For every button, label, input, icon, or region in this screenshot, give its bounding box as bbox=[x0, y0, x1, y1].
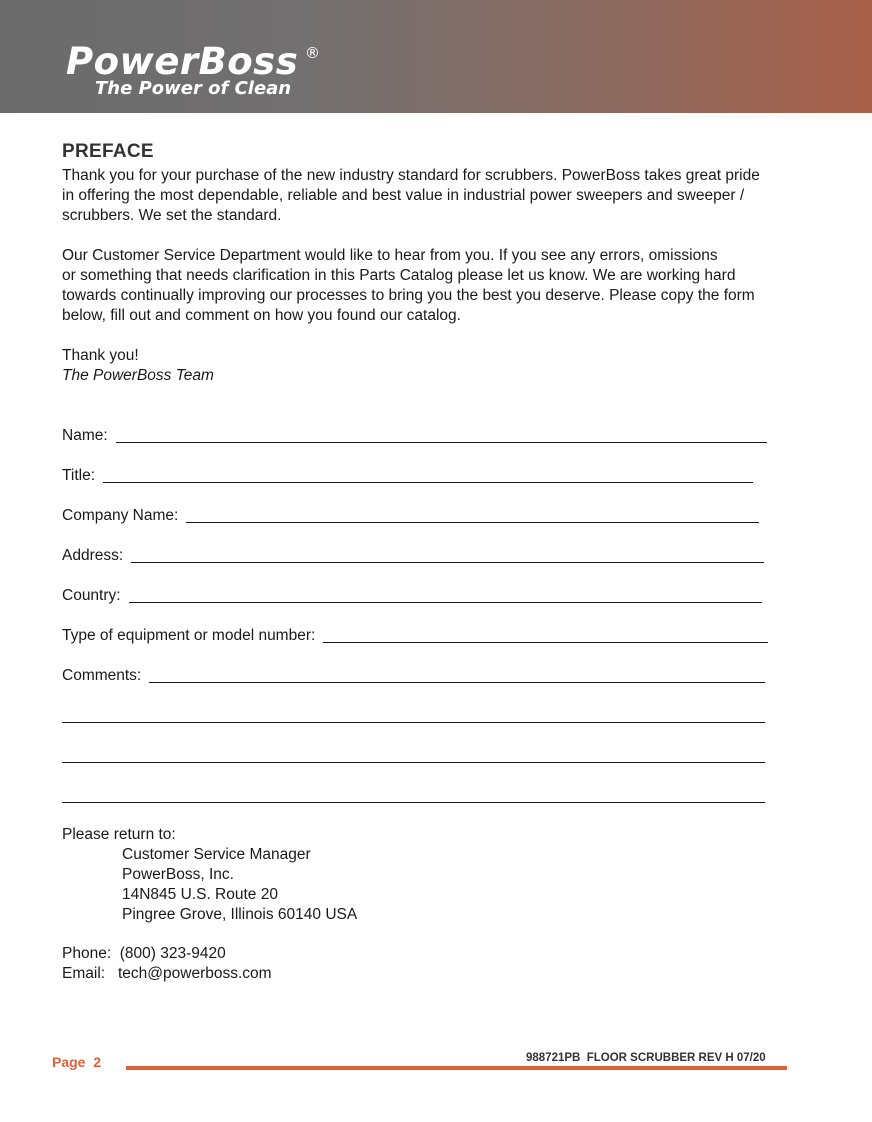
closing-block bbox=[62, 346, 214, 386]
address-input-line[interactable] bbox=[131, 562, 764, 563]
page-header-banner bbox=[0, 0, 872, 113]
name-label: Name: bbox=[62, 427, 108, 444]
text-line: scrubbers. We set the standard. bbox=[62, 207, 282, 224]
company-name-label: Company Name: bbox=[62, 507, 179, 524]
thank-you-text: Thank you! bbox=[62, 347, 139, 364]
company-name-input-line[interactable] bbox=[186, 522, 759, 523]
phone-text: Phone: (800) 323-9420 bbox=[62, 945, 226, 962]
equipment-field[interactable] bbox=[62, 624, 768, 646]
page-number: Page 2 bbox=[52, 1054, 102, 1070]
powerboss-logo: PowerBoss bbox=[66, 40, 299, 83]
comments-input-line[interactable] bbox=[149, 682, 765, 683]
email-text: Email: tech@powerboss.com bbox=[62, 965, 272, 982]
equipment-label: Type of equipment or model number: bbox=[62, 627, 316, 644]
text-line: towards continually improving our processes to bring you the best you deserve. Please copy the form bbox=[62, 287, 755, 304]
document-id: 988721PB FLOOR SCRUBBER REV H 07/20 bbox=[526, 1052, 766, 1064]
text-line: Thank you for your purchase of the new industry standard for scrubbers. PowerBoss takes great pride bbox=[62, 167, 760, 184]
customer-service-paragraph bbox=[62, 246, 755, 326]
return-address-block bbox=[62, 825, 357, 925]
text-line: Our Customer Service Department would like to hear from you. If you see any errors, omissions bbox=[62, 247, 718, 264]
title-label: Title: bbox=[62, 467, 96, 484]
address-line: Pingree Grove, Illinois 60140 USA bbox=[122, 906, 358, 923]
equipment-input-line[interactable] bbox=[323, 642, 768, 643]
text-line: or something that needs clarification in this Parts Catalog please let us know. We are working hard bbox=[62, 267, 736, 284]
country-field[interactable] bbox=[62, 584, 762, 606]
registered-mark: ® bbox=[305, 44, 320, 62]
address-line: Customer Service Manager bbox=[122, 846, 311, 863]
name-field[interactable] bbox=[62, 424, 767, 446]
comments-field[interactable] bbox=[62, 664, 765, 686]
title-field[interactable] bbox=[62, 464, 753, 486]
comments-label: Comments: bbox=[62, 667, 142, 684]
title-input-line[interactable] bbox=[103, 482, 753, 483]
country-label: Country: bbox=[62, 587, 121, 604]
address-label: Address: bbox=[62, 547, 124, 564]
text-line: in offering the most dependable, reliable and best value in industrial power sweepers and sweeper / bbox=[62, 187, 745, 204]
name-input-line[interactable] bbox=[116, 442, 767, 443]
comments-line-4[interactable] bbox=[62, 802, 765, 803]
page-title: PREFACE bbox=[62, 141, 154, 162]
comments-line-3[interactable] bbox=[62, 762, 765, 763]
company-name-field[interactable] bbox=[62, 504, 759, 526]
comments-line-2[interactable] bbox=[62, 722, 765, 723]
intro-paragraph bbox=[62, 166, 760, 226]
country-input-line[interactable] bbox=[129, 602, 762, 603]
address-line: 14N845 U.S. Route 20 bbox=[122, 886, 278, 903]
footer-divider bbox=[126, 1066, 787, 1070]
contact-block bbox=[62, 944, 272, 984]
address-field[interactable] bbox=[62, 544, 764, 566]
address-line: PowerBoss, Inc. bbox=[122, 866, 234, 883]
text-line: below, fill out and comment on how you found our catalog. bbox=[62, 307, 461, 324]
signature-text: The PowerBoss Team bbox=[62, 367, 214, 384]
return-intro: Please return to: bbox=[62, 826, 176, 843]
logo-tagline: The Power of Clean bbox=[95, 78, 292, 99]
